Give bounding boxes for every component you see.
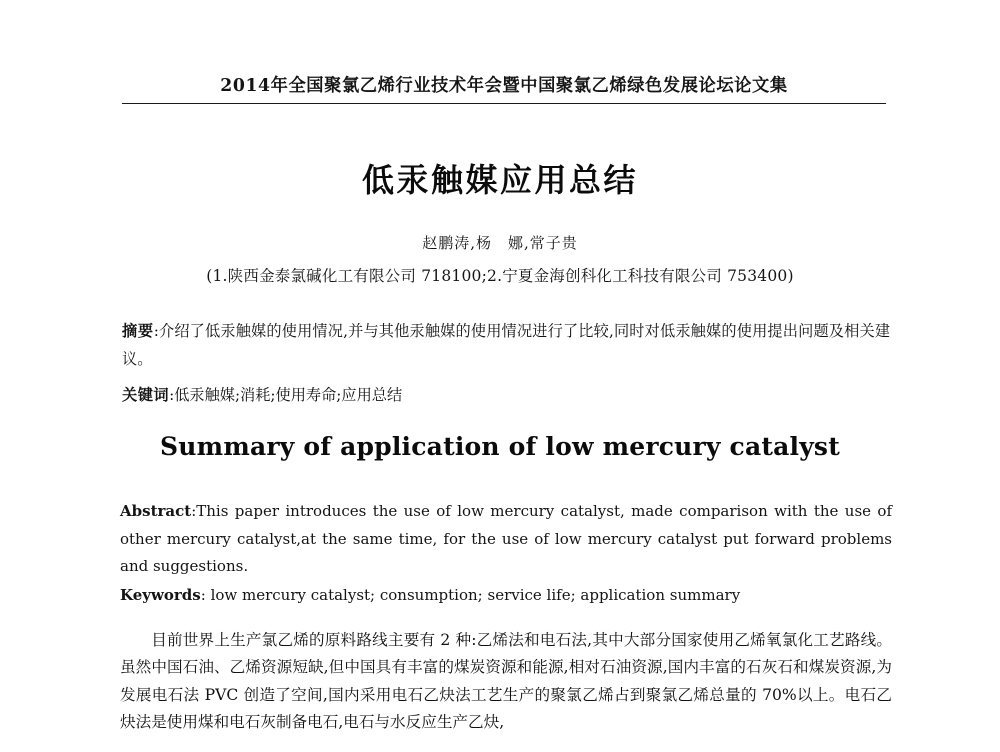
english-abstract-label: Abstract bbox=[120, 502, 192, 520]
english-abstract-separator: : bbox=[191, 502, 197, 520]
body-paragraph-1: 目前世界上生产氯乙烯的原料路线主要有 2 种:乙烯法和电石法,其中大部分国家使用乙烯氧氯化工艺路线。虽然中国石油、乙烯资源短缺,但中国具有丰富的煤炭资源和能源,相对石油资源,国内丰富的石灰石和煤炭资源,为发展电石法 PVC 创造了空间,国内采用电石乙炔法工艺生产的聚氯乙烯占到聚氯乙烯总量的 70%以上。电石乙炔法是使用煤和电石灰制备电石,电石与水反应生产乙炔, bbox=[120, 631, 892, 732]
english-keywords-label: Keywords bbox=[120, 586, 201, 604]
running-header bbox=[122, 72, 886, 97]
running-header-text: 2014年全国聚氯乙烯行业技术年会暨中国聚氯乙烯绿色发展论坛论文集 bbox=[220, 76, 788, 96]
chinese-keywords-label: 关键词 bbox=[122, 386, 170, 404]
english-keywords bbox=[120, 582, 892, 610]
chinese-keywords bbox=[122, 381, 890, 409]
chinese-abstract-label: 摘要 bbox=[122, 322, 154, 340]
chinese-abstract-text: 介绍了低汞触媒的使用情况,并与其他汞触媒的使用情况进行了比较,同时对低汞触媒的使用提出问题及相关建议。 bbox=[122, 322, 891, 368]
author-affiliation: (1.陕西金泰氯碱化工有限公司 718100;2.宁夏金海创科化工科技有限公司 753400) bbox=[206, 267, 794, 285]
header-divider-rule bbox=[122, 103, 886, 104]
chinese-keywords-text: 低汞触媒;消耗;使用寿命;应用总结 bbox=[174, 386, 403, 404]
english-keywords-text: low mercury catalyst; consumption; service life; application summary bbox=[210, 586, 741, 604]
english-keywords-separator: : bbox=[200, 586, 211, 604]
page-title: 低汞触媒应用总结 bbox=[361, 161, 638, 199]
english-title: Summary of application of low mercury catalyst bbox=[160, 432, 840, 461]
author-list: 赵鹏涛,杨 娜,常子贵 bbox=[422, 234, 578, 252]
chinese-abstract-separator: : bbox=[153, 322, 159, 340]
chinese-keywords-separator: : bbox=[169, 386, 175, 404]
english-abstract-text: This paper introduces the use of low mercury catalyst, made comparison with the use of other mercury catalyst,at the same time, for the use of low mercury catalyst put forward problems and suggestions. bbox=[120, 502, 892, 575]
english-abstract bbox=[120, 498, 892, 581]
chinese-abstract bbox=[122, 317, 890, 373]
